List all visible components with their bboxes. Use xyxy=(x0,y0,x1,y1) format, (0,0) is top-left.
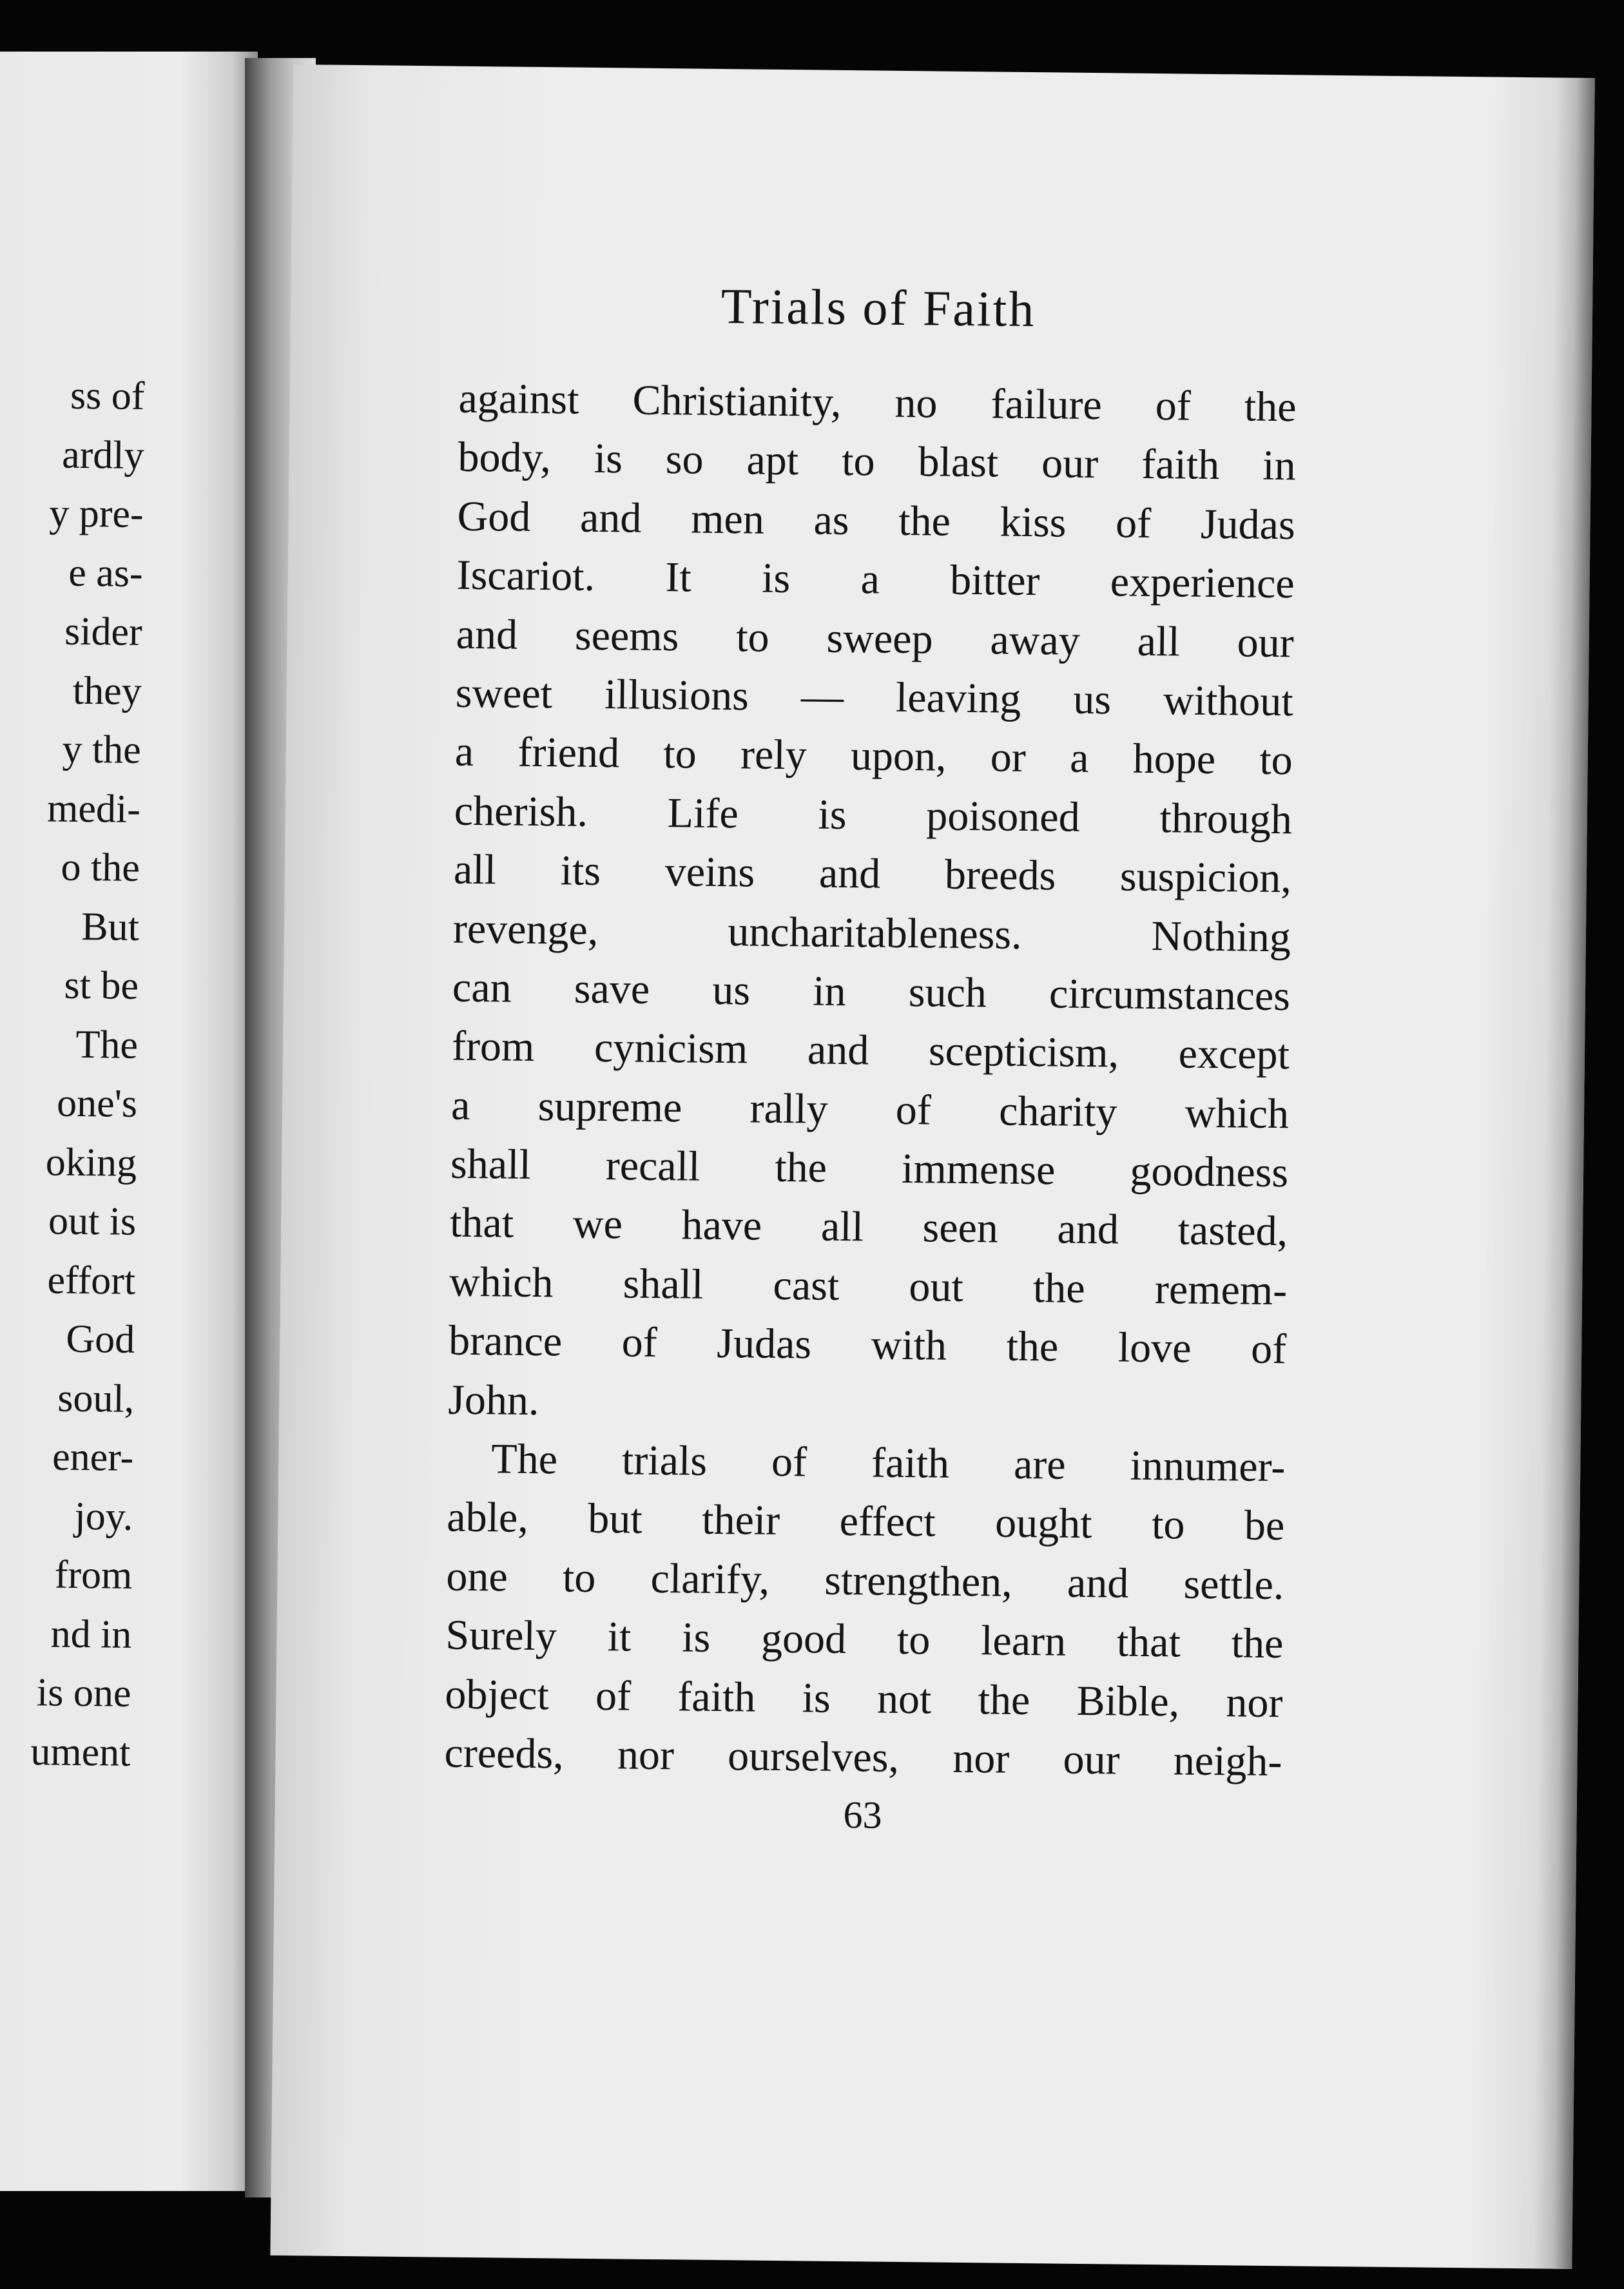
text-line: Iscariot. It is a bitter experience xyxy=(456,551,1295,608)
left-page-line: soul, xyxy=(57,1376,135,1421)
running-head: Trials of Faith xyxy=(720,277,1036,338)
left-page-line: st be xyxy=(64,963,139,1008)
text-line: which shall cast out the remem- xyxy=(449,1258,1288,1315)
left-page-line: God xyxy=(66,1317,135,1362)
text-line: body, is so apt to blast our faith in xyxy=(458,434,1296,490)
left-page-line: The xyxy=(75,1022,139,1067)
left-page-line: out is xyxy=(48,1199,137,1244)
text-line: John. xyxy=(447,1376,539,1424)
left-page-line: e as- xyxy=(68,550,144,595)
left-page-line: y pre- xyxy=(48,491,144,536)
text-line: against Christianity, no failure of the xyxy=(458,374,1297,431)
left-page-line: oking xyxy=(45,1139,137,1185)
left-page-line: But xyxy=(81,904,140,949)
left-page-line: they xyxy=(72,668,142,713)
text-line: object of faith is not the Bible, nor xyxy=(445,1670,1283,1726)
text-line: revenge, uncharitableness. Nothing xyxy=(452,905,1291,961)
left-page-line: ss of xyxy=(70,373,145,418)
text-line: and seems to sweep away all our xyxy=(456,610,1295,666)
left-page-line: effort xyxy=(47,1257,136,1303)
page-text-block xyxy=(443,271,1297,1846)
text-line: from cynicism and scepticism, except xyxy=(451,1022,1290,1079)
left-page-line: y the xyxy=(62,727,142,772)
text-line: one to clarify, strengthen, and settle. xyxy=(446,1552,1284,1609)
left-page-line: nd in xyxy=(50,1612,132,1657)
page-number: 63 xyxy=(843,1793,882,1837)
left-page-line: is one xyxy=(36,1670,131,1715)
left-page-line: from xyxy=(54,1552,133,1598)
left-page-line: ardly xyxy=(61,432,144,478)
text-line: all its veins and breeds suspicion, xyxy=(453,845,1292,902)
left-page-text xyxy=(0,366,145,1782)
text-line: God and men as the kiss of Judas xyxy=(457,492,1295,549)
left-page-line: joy. xyxy=(74,1494,133,1539)
text-line: can save us in such circumstances xyxy=(452,963,1291,1020)
left-page-line: o the xyxy=(61,845,140,890)
text-line: creeds, nor ourselves, nor our neigh- xyxy=(444,1729,1282,1786)
text-line: brance of Judas with the love of xyxy=(448,1317,1287,1373)
right-page xyxy=(270,64,1594,2269)
text-line: cherish. Life is poisoned through xyxy=(454,787,1293,844)
left-page-line: sider xyxy=(64,609,143,654)
text-line: able, but their effect ought to be xyxy=(447,1494,1285,1550)
text-line: a supreme rally of charity which xyxy=(450,1081,1290,1137)
text-line: sweet illusions — leaving us without xyxy=(455,669,1294,726)
left-page-line: medi- xyxy=(46,786,141,831)
page-edge xyxy=(1552,78,1595,2269)
body-text xyxy=(444,369,1297,1792)
text-line: The trials of faith are innumer- xyxy=(490,1435,1286,1491)
text-line: shall recall the immense goodness xyxy=(450,1140,1289,1197)
left-page-line: ener- xyxy=(52,1434,134,1480)
left-page-line: one's xyxy=(56,1081,138,1126)
text-line: that we have all seen and tasted, xyxy=(449,1199,1288,1255)
text-line: a friend to rely upon, or a hope to xyxy=(454,728,1293,784)
text-line: Surely it is good to learn that the xyxy=(445,1611,1284,1668)
left-page-line: ument xyxy=(30,1729,131,1775)
left-facing-page xyxy=(0,52,258,2191)
